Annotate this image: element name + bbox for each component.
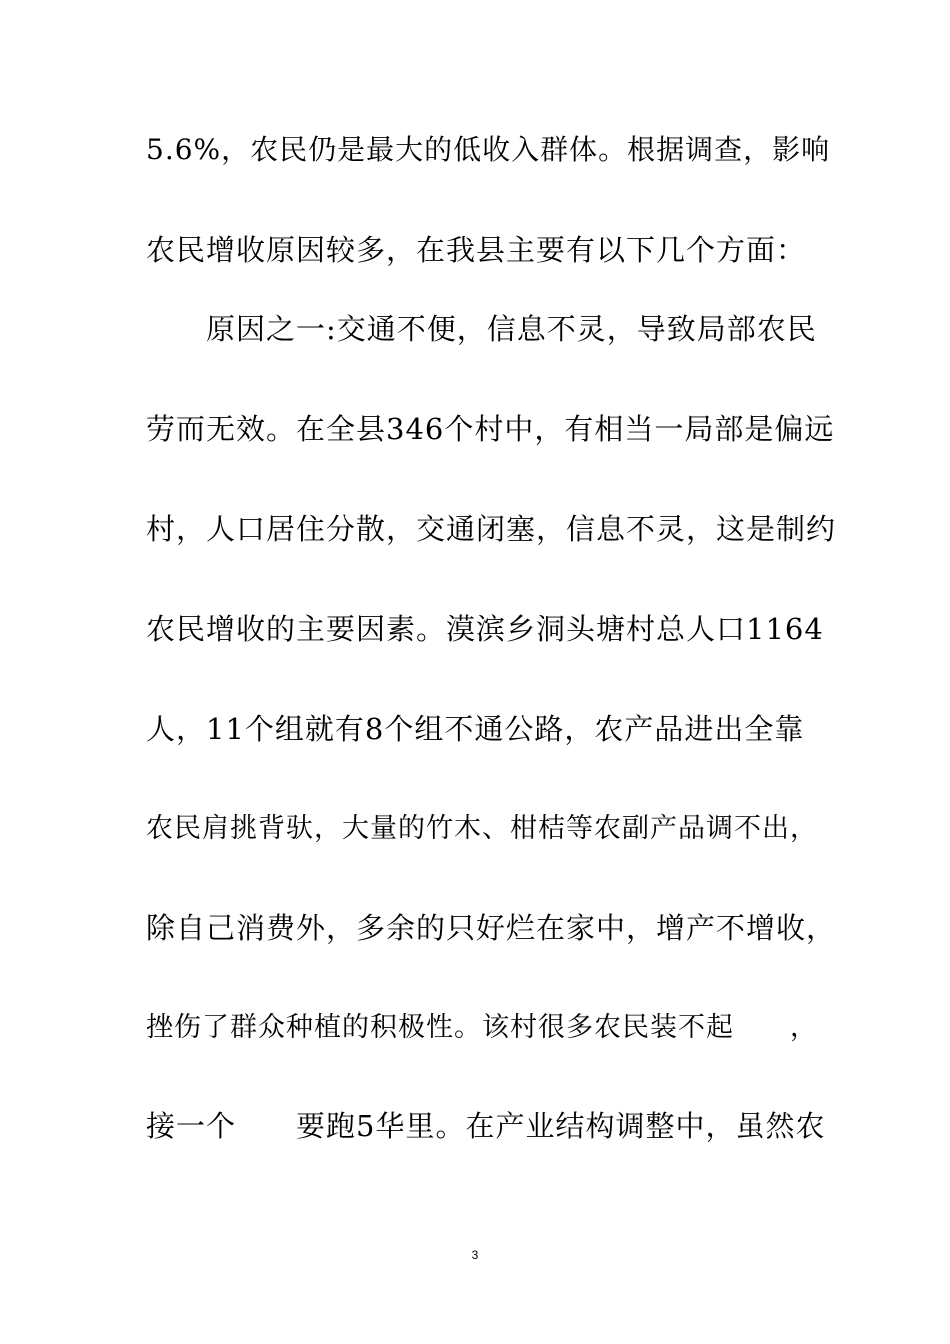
text-line-3: 原因之一:交通不便，信息不灵，导致局部农民 [146,312,817,346]
text-line-6: 农民增收的主要因素。漠滨乡洞头塘村总人口1164 [146,612,824,646]
text-line-4: 劳而无效。在全县346个村中，有相当一局部是偏远 [146,412,835,446]
text-line-11: 接一个 要跑5华里。在产业结构调整中，虽然农 [146,1109,826,1143]
page-number: 3 [471,1248,479,1262]
text-line-9: 除自己消费外，多余的只好烂在家中，增产不增收， [146,911,837,945]
text-line-5: 村，人口居住分散，交通闭塞，信息不灵，这是制约 [146,512,837,546]
text-line-7: 人，11个组就有8个组不通公路，农产品进出全靠 [146,712,805,746]
text-line-8: 农民肩挑背驮，大量的竹木、柑桔等农副产品调不出， [146,813,818,844]
text-line-10: 挫伤了群众种植的积极性。该村很多农民装不起 ， [146,1012,818,1043]
text-line-2: 农民增收原因较多，在我县主要有以下几个方面： [146,233,807,267]
text-line-1: 5.6%，农民仍是最大的低收入群体。根据调查，影响 [146,133,831,166]
